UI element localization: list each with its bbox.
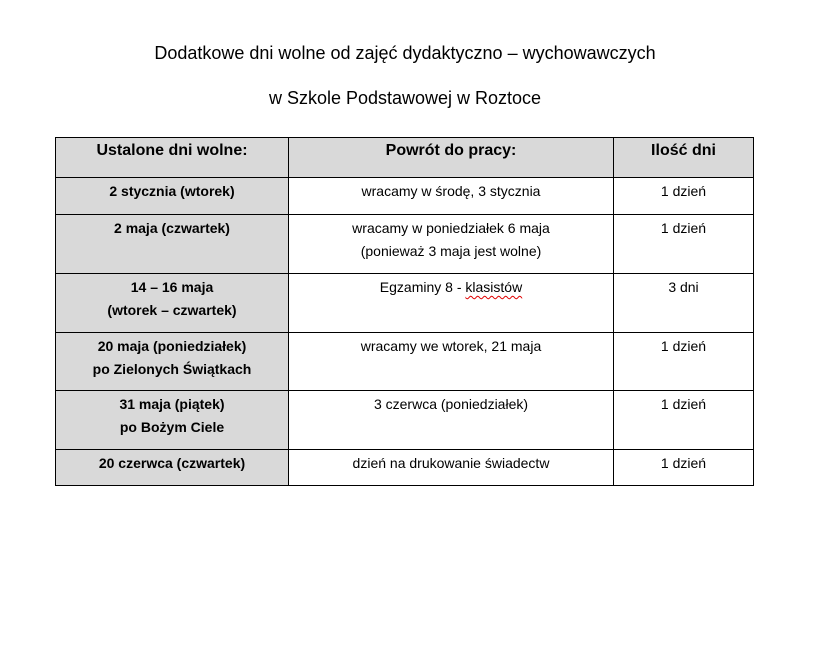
cell-day-off xyxy=(56,450,289,486)
cell-return xyxy=(289,391,614,450)
cell-count xyxy=(614,391,754,450)
cell-text: wracamy w poniedziałek 6 maja (ponieważ 3 maja jest wolne) xyxy=(352,220,550,259)
spellcheck-flagged-word: klasistów xyxy=(465,279,523,295)
cell-count xyxy=(614,333,754,391)
cell-text: 1 dzień xyxy=(660,220,707,236)
cell-day-off xyxy=(56,178,289,215)
cell-count xyxy=(614,450,754,486)
cell-text: 1 dzień xyxy=(660,338,707,354)
cell-text: wracamy we wtorek, 21 maja xyxy=(360,338,542,354)
header-return: Powrót do pracy: xyxy=(289,138,614,178)
cell-text: 3 dni xyxy=(668,279,699,295)
cell-text: 1 dzień xyxy=(660,183,707,199)
table-row xyxy=(56,274,754,333)
document-subtitle: w Szkole Podstawowej w Roztoce xyxy=(268,88,542,108)
table-row xyxy=(56,215,754,274)
cell-return xyxy=(289,333,614,391)
cell-day-off xyxy=(56,333,289,391)
cell-text: 20 czerwca (czwartek) xyxy=(98,455,246,471)
cell-return xyxy=(289,450,614,486)
cell-text: 3 czerwca (poniedziałek) xyxy=(373,396,529,412)
header-count: Ilość dni xyxy=(614,138,754,178)
cell-text: 14 – 16 maja (wtorek – czwartek) xyxy=(107,279,237,318)
cell-text: 2 stycznia (wtorek) xyxy=(109,183,235,199)
return-prefix: Egzaminy 8 - xyxy=(379,279,466,295)
cell-text: dzień na drukowanie świadectw xyxy=(352,455,550,471)
cell-day-off xyxy=(56,215,289,274)
cell-day-off xyxy=(56,391,289,450)
cell-count xyxy=(614,215,754,274)
header-days-off: Ustalone dni wolne: xyxy=(56,138,289,178)
table-row xyxy=(56,333,754,391)
cell-text: 2 maja (czwartek) xyxy=(114,220,230,236)
cell-text: 20 maja (poniedziałek) po Zielonych Świątkach xyxy=(92,338,252,377)
document-title: Dodatkowe dni wolne od zajęć dydaktyczno – wychowawczych xyxy=(154,43,656,63)
table-row xyxy=(56,450,754,486)
table-header-row xyxy=(56,138,754,178)
cell-text: 1 dzień xyxy=(660,455,707,471)
cell-count xyxy=(614,178,754,215)
table-row xyxy=(56,178,754,215)
cell-text: wracamy w środę, 3 stycznia xyxy=(361,183,541,199)
cell-day-off xyxy=(56,274,289,333)
table-row xyxy=(56,391,754,450)
cell-return xyxy=(289,215,614,274)
cell-text xyxy=(289,274,613,299)
cell-count xyxy=(614,274,754,333)
cell-text: 1 dzień xyxy=(660,396,707,412)
cell-text: 31 maja (piątek) po Bożym Ciele xyxy=(119,396,225,435)
cell-return xyxy=(289,178,614,215)
days-off-table xyxy=(55,137,754,486)
cell-return xyxy=(289,274,614,333)
